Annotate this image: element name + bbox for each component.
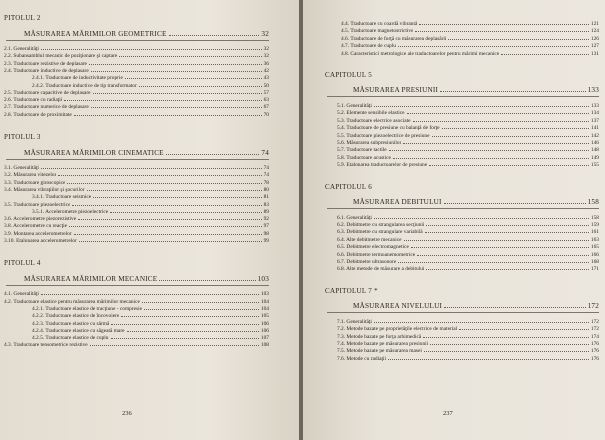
leader-dots <box>41 49 262 50</box>
toc-entry-page: 81 <box>263 194 269 201</box>
toc-entry-page: 134 <box>590 110 599 117</box>
toc-entry <box>4 223 269 229</box>
toc-entry-page: 127 <box>590 43 599 50</box>
chapter-title-row <box>353 86 599 94</box>
leader-dots <box>139 86 262 87</box>
title-rule <box>6 40 269 41</box>
toc-entry-text: 2.3. Traductoare rezistive de deplasare <box>4 60 87 67</box>
toc-entry <box>32 306 269 312</box>
toc-entry <box>4 112 269 118</box>
chapter-title-page: 32 <box>261 30 269 38</box>
title-rule <box>327 312 599 313</box>
toc-entry-text: 4.2.2. Traductoare elastice de încovoiere <box>32 313 120 320</box>
leader-dots <box>41 294 259 295</box>
toc-entry-text: 3.5. Traductoare piezoelectrice <box>4 201 71 208</box>
leader-dots <box>501 54 589 55</box>
chapter-title-page: 158 <box>587 197 599 206</box>
toc-entry <box>32 209 269 215</box>
toc-entry <box>337 319 599 325</box>
chapter-label: CAPITOLUL 5 <box>325 71 373 79</box>
title-rule <box>327 96 599 97</box>
toc-entry-page: 121 <box>590 21 599 27</box>
leader-dots <box>407 113 589 114</box>
chapter-label: PITOLUL 2 <box>4 14 41 22</box>
toc-entry <box>337 356 599 362</box>
toc-entry <box>4 165 269 171</box>
toc-entry-page: 106 <box>260 320 269 327</box>
toc-entry-page: 176 <box>590 348 599 355</box>
toc-entry <box>4 299 269 305</box>
toc-entry-text: 5.9. Etalonarea traductoarelor de presiune <box>337 162 428 169</box>
leader-dots <box>74 234 262 235</box>
toc-entry-page: 133 <box>590 103 599 109</box>
toc-entry-page: 104 <box>260 305 269 312</box>
toc-entry-text: 4.1. Generalităţi <box>4 291 39 298</box>
chapter-label: PITOLUL 4 <box>4 259 41 268</box>
chapter-label: CAPITOLUL 7 * <box>325 286 378 295</box>
toc-entry-text: 3.4.1. Traductoare seismice <box>32 194 92 201</box>
toc-entry-text: 2.4.1. Traductoare de inductivitate proprie <box>32 75 123 82</box>
leader-dots <box>91 107 262 108</box>
leader-dots <box>69 226 262 227</box>
leader-dots <box>111 338 259 339</box>
toc-entry-text: 4.2.3. Traductoare elastice cu sârmă <box>32 320 110 327</box>
toc-entry <box>32 321 269 327</box>
toc-entry-page: 78 <box>263 179 269 186</box>
title-rule <box>6 159 269 160</box>
chapter-title-page: 74 <box>261 149 269 157</box>
leader-dots <box>424 351 589 352</box>
toc-entry-page: 97 <box>263 223 269 230</box>
leader-dots <box>93 197 261 198</box>
leader-dots <box>413 121 589 122</box>
leader-dots <box>423 337 589 338</box>
chapter-title-page: 172 <box>587 301 599 310</box>
toc-entry <box>32 83 269 89</box>
toc-entry <box>4 61 269 67</box>
toc-entry-page: 36 <box>263 60 269 67</box>
toc-entry-page: 32 <box>263 46 269 52</box>
toc-entry-text: 6.7. Debitmetre ultrasonore <box>337 259 397 265</box>
toc-entry-page: 172 <box>590 318 599 325</box>
chapter-title: MĂSURAREA PRESIUNII <box>353 86 439 94</box>
toc-entry-page: 98 <box>263 230 269 237</box>
toc-entry-text: 5.3. Traductoare electrice asociate <box>337 117 411 124</box>
toc-entry <box>32 328 269 334</box>
leader-dots <box>426 269 588 270</box>
toc-entry <box>337 215 599 221</box>
toc-entry <box>337 118 599 124</box>
toc-entry-text: 4.6. Traductoare de forţă cu măsurarea deplasării <box>341 35 447 42</box>
toc-entry-page: 80 <box>263 186 269 193</box>
toc-entry <box>341 43 599 49</box>
toc-entry-page: 131 <box>590 50 599 57</box>
leader-dots <box>111 324 259 325</box>
leader-dots <box>41 168 262 169</box>
toc-entry-page: 141 <box>590 125 599 132</box>
toc-entry-page: 137 <box>590 117 599 124</box>
toc-entry-page: 146 <box>590 140 599 146</box>
toc-entry <box>4 202 269 208</box>
toc-entry-text: 5.8. Traductoare acustice <box>337 154 391 161</box>
toc-entry-page: 158 <box>590 214 599 221</box>
toc-entry-text: 6.2. Debitmetre cu strangularea secţiunii <box>337 222 425 228</box>
title-rule <box>327 208 599 209</box>
toc-entry <box>337 162 599 168</box>
toc-entry <box>337 155 599 161</box>
leader-dots <box>448 39 589 40</box>
toc-entry-page: 32 <box>263 53 269 60</box>
toc-entry-page: 57 <box>263 89 269 96</box>
toc-entry-page: 159 <box>590 222 599 228</box>
toc-entry-page: 70 <box>263 111 269 118</box>
chapter-title-row <box>353 198 599 206</box>
toc-entry-page: 104 <box>260 298 269 305</box>
chapter-title-row <box>24 275 269 283</box>
leader-dots <box>87 190 262 191</box>
toc-entry-page: 105 <box>260 313 269 320</box>
toc-entry-text: 6.1. Generalităţi <box>337 214 372 221</box>
toc-entry-page: 148 <box>590 147 599 154</box>
leader-dots <box>374 106 589 107</box>
chapter-title-row <box>24 149 269 157</box>
leader-dots <box>169 35 260 36</box>
toc-entry-text: 5.4. Traductoare de presiune cu balanţă de forţe <box>337 125 440 132</box>
toc-entry-text: 7.6. Metode cu radiaţii <box>337 355 386 362</box>
leader-dots <box>417 255 589 256</box>
leader-dots <box>58 175 261 176</box>
leader-dots <box>159 280 255 281</box>
leader-dots <box>389 150 589 151</box>
toc-entry-text: 2.4. Traductoare inductive de deplasare <box>4 67 89 74</box>
toc-entry-text: 4.2.4. Traductoare elastice cu săgeată mare <box>32 327 125 334</box>
toc-entry-text: 6.5. Debitmetre electromagnetice <box>337 244 409 251</box>
leader-dots <box>425 232 589 233</box>
toc-entry-page: 99 <box>263 238 269 244</box>
toc-entry <box>4 172 269 178</box>
toc-entry <box>32 313 269 319</box>
toc-entry-page: 50 <box>263 82 269 89</box>
toc-entry <box>337 140 599 146</box>
page-number-left: 236 <box>122 410 132 417</box>
toc-entry <box>337 222 599 228</box>
toc-entry-page: 103 <box>260 291 269 298</box>
toc-entry-text: 3.8. Accelerometre cu reacţie <box>4 223 68 230</box>
leader-dots <box>430 344 589 345</box>
leader-dots <box>127 331 259 332</box>
toc-entry-page: 42 <box>263 67 269 74</box>
toc-entry-page: 176 <box>590 355 599 362</box>
toc-entry-page: 108 <box>260 342 269 349</box>
toc-entry-text: 4.8. Caracteristici metrologice ale traductoarelor pentru mărimi mecanice <box>341 50 500 57</box>
leader-dots <box>411 247 589 248</box>
leader-dots <box>444 203 586 204</box>
toc-entry-text: 4.5. Traductoare magnetostrictive <box>341 28 414 35</box>
toc-entry-page: 165 <box>590 244 599 251</box>
toc-entry <box>337 326 599 332</box>
toc-entry-page: 67 <box>263 104 269 111</box>
leader-dots <box>64 100 261 101</box>
toc-entry-page: 107 <box>260 335 269 342</box>
toc-entry <box>4 97 269 103</box>
toc-entry-text: 3.1. Generalităţi <box>4 165 39 171</box>
leader-dots <box>415 31 588 32</box>
chapter-title-row <box>24 30 269 38</box>
toc-entry-text: 7.1. Generalităţi <box>337 318 372 325</box>
toc-entry-text: 2.1. Generalităţi <box>4 46 39 52</box>
toc-entry-text: 3.4. Măsurarea vibraţiilor şi şocurilor <box>4 186 85 193</box>
leader-dots <box>440 91 586 92</box>
toc-entry-page: 176 <box>590 341 599 347</box>
leader-dots <box>93 93 262 94</box>
leader-dots <box>398 46 589 47</box>
toc-entry-text: 4.2.5. Traductoare elastice de cuplu <box>32 335 109 342</box>
chapter-title: MĂSURAREA DEBITULUI <box>353 197 442 206</box>
leader-dots <box>89 64 262 65</box>
toc-entry <box>4 46 269 52</box>
toc-entry-page: 124 <box>590 28 599 35</box>
toc-entry-text: 4.2. Traductoare elastice pentru măsurarea mărimilor mecanice <box>4 298 140 305</box>
chapter-label: PITOLUL 3 <box>4 133 41 141</box>
toc-entry-page: 89 <box>263 208 269 215</box>
toc-entry <box>341 51 599 57</box>
left-page <box>0 0 299 440</box>
leader-dots <box>444 307 586 308</box>
leader-dots <box>125 78 262 79</box>
toc-entry <box>337 110 599 116</box>
leader-dots <box>426 225 588 226</box>
chapter-title: MĂSURAREA MĂRIMILOR CINEMATICE <box>24 149 164 157</box>
leader-dots <box>79 241 262 242</box>
leader-dots <box>119 56 261 57</box>
toc-entry-page: 142 <box>590 132 599 139</box>
leader-dots <box>393 158 589 159</box>
leader-dots <box>142 302 259 303</box>
toc-entry-text: 2.7. Traductoare numerice de deplasare <box>4 104 89 111</box>
toc-entry-text: 3.5.1. Accelerometre piezoelectrice <box>32 208 109 215</box>
toc-entry-text: 2.6. Traductoare cu radiaţii <box>4 97 63 104</box>
toc-entry <box>337 348 599 354</box>
toc-entry-text: 2.2. Subansamblul mecanic de poziţionare şi captare <box>4 53 118 60</box>
toc-entry-text: 5.7. Traductoare tactile <box>337 147 387 154</box>
toc-entry <box>4 68 269 74</box>
leader-dots <box>90 345 259 346</box>
leader-dots <box>374 218 589 219</box>
leader-dots <box>110 212 261 213</box>
toc-entry-page: 172 <box>590 326 599 333</box>
toc-entry-page: 43 <box>263 75 269 82</box>
toc-entry-page: 74 <box>263 165 269 171</box>
toc-entry <box>337 334 599 340</box>
toc-entry-text: 2.5. Traductoare capacitive de deplasare <box>4 89 91 96</box>
toc-entry <box>337 147 599 153</box>
toc-entry-text: 3.3. Traductoare giroscopice <box>4 179 66 186</box>
leader-dots <box>121 316 259 317</box>
toc-entry-page: 106 <box>260 327 269 334</box>
toc-entry-text: 7.4. Metode bazate pe măsurarea presiunii <box>337 341 429 347</box>
leader-dots <box>67 183 261 184</box>
leader-dots <box>442 128 589 129</box>
toc-entry <box>341 36 599 42</box>
toc-entry-text: 5.1. Generalităţi <box>337 103 372 109</box>
toc-entry-page: 74 <box>263 172 269 179</box>
toc-entry-page: 161 <box>590 229 599 236</box>
toc-entry-page: 168 <box>590 259 599 265</box>
leader-dots <box>403 143 589 144</box>
toc-entry-text: 4.4. Traductoare cu coardă vibrantă <box>341 21 418 27</box>
toc-entry-text: 4.3. Traductoare tensometrice rezistive <box>4 342 88 349</box>
toc-entry <box>4 342 269 348</box>
toc-entry-text: 4.2.1. Traductoare elastice de tracţiune - compresie <box>32 305 143 312</box>
toc-entry <box>337 244 599 250</box>
toc-entry-page: 126 <box>590 35 599 42</box>
toc-entry <box>4 90 269 96</box>
toc-entry-text: 5.5. Traductoare piezoelectrice de presiune <box>337 132 430 139</box>
toc-entry-text: 3.10. Etalonarea accelerometrelor <box>4 238 77 244</box>
toc-entry <box>337 133 599 139</box>
leader-dots <box>91 71 262 72</box>
toc-entry <box>341 21 599 27</box>
toc-entry-page: 166 <box>590 251 599 258</box>
toc-entry <box>4 104 269 110</box>
leader-dots <box>429 165 589 166</box>
toc-entry <box>337 259 599 265</box>
toc-entry-page: 174 <box>590 333 599 340</box>
toc-entry <box>4 180 269 186</box>
toc-entry <box>4 231 269 237</box>
leader-dots <box>459 329 589 330</box>
leader-dots <box>432 136 589 137</box>
toc-entry <box>337 237 599 243</box>
leader-dots <box>74 115 262 116</box>
toc-entry <box>337 103 599 109</box>
toc-entry <box>341 28 599 34</box>
toc-entry-text: 6.6. Debitmetre termoanemometrice <box>337 251 416 258</box>
toc-entry-text: 6.4. Alte debitmetre mecanice <box>337 236 402 243</box>
toc-entry <box>4 216 269 222</box>
toc-entry-text: 7.2. Metode bazate pe proprietăţile electrice de material <box>337 326 458 333</box>
toc-entry <box>4 291 269 297</box>
leader-dots <box>388 359 589 360</box>
toc-entry <box>337 125 599 131</box>
toc-entry <box>4 238 269 244</box>
toc-entry-page: 92 <box>263 216 269 223</box>
chapter-title: MĂSURAREA MĂRIMILOR GEOMETRICE <box>24 30 167 38</box>
leader-dots <box>404 240 589 241</box>
toc-entry <box>4 187 269 193</box>
chapter-title: MĂSURAREA NIVELULUI <box>353 301 443 310</box>
toc-entry-text: 3.9. Montarea accelerometrelor <box>4 230 72 237</box>
toc-entry-page: 63 <box>263 97 269 104</box>
toc-entry-text: 7.3. Metode bazate pe forţa arhimedică <box>337 333 422 340</box>
chapter-title-page: 133 <box>587 86 599 94</box>
leader-dots <box>78 219 261 220</box>
page-number-right: 237 <box>443 410 453 417</box>
toc-entry-text: 6.3. Debitmetre cu strangulare variabilă <box>337 229 423 236</box>
leader-dots <box>374 322 589 323</box>
toc-entry <box>32 194 269 200</box>
toc-entry-page: 83 <box>263 201 269 208</box>
toc-entry <box>337 229 599 235</box>
chapter-title: MĂSURAREA MĂRIMILOR MECANICE <box>24 275 158 284</box>
toc-entry-text: 3.6. Accelerometre piezorezistive <box>4 216 77 223</box>
toc-entry-text: 2.4.2. Traductoare inductive de tip transformator <box>32 82 137 89</box>
toc-entry <box>4 53 269 59</box>
toc-entry-text: 7.5. Metode bazate pe măsurarea masei <box>337 348 422 355</box>
leader-dots <box>419 24 589 25</box>
chapter-title-row <box>353 302 599 310</box>
toc-entry-page: 163 <box>590 236 599 243</box>
toc-entry <box>337 266 599 272</box>
toc-entry-text: 6.8. Alte metode de măsurare a debitului <box>337 266 425 273</box>
toc-entry <box>337 341 599 347</box>
toc-entry-text: 5.6. Măsurarea subpresiunilor <box>337 140 402 146</box>
toc-entry <box>32 335 269 341</box>
chapter-label: CAPITOLUL 6 <box>325 182 373 191</box>
leader-dots <box>144 309 259 310</box>
right-page <box>303 0 605 440</box>
toc-entry <box>337 252 599 258</box>
toc-entry-page: 171 <box>590 266 599 273</box>
toc-entry-page: 155 <box>590 162 599 169</box>
leader-dots <box>166 154 260 155</box>
chapter-title-page: 103 <box>257 275 269 284</box>
toc-entry-text: 5.2. Elemente sensibile elastice <box>337 110 405 117</box>
toc-entry-text: 2.8. Traductoare de proximitate <box>4 111 72 118</box>
title-rule <box>6 285 269 286</box>
toc-entry-text: 3.2. Măsurarea vitezelor <box>4 172 57 179</box>
toc-entry-text: 4.7. Traductoare de cuplu <box>341 43 396 50</box>
toc-entry-page: 149 <box>590 154 599 161</box>
toc-entry <box>32 75 269 81</box>
leader-dots <box>72 205 261 206</box>
leader-dots <box>398 262 589 263</box>
